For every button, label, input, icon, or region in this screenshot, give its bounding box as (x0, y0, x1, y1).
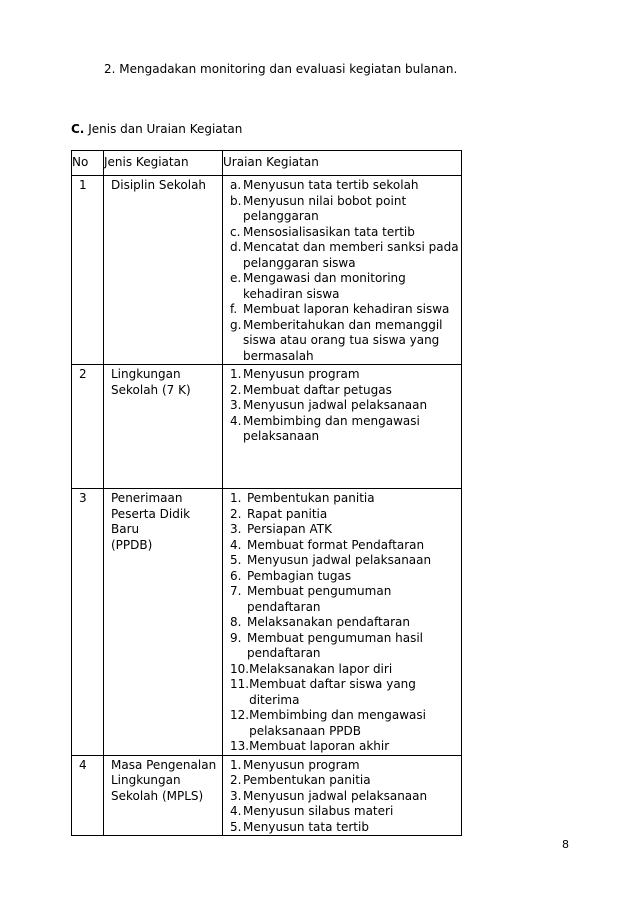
cell-uraian (223, 365, 462, 489)
list-marker: 1. (230, 757, 242, 772)
list-item (230, 820, 461, 836)
table-row (72, 755, 462, 836)
list-text: Menyusun program (243, 367, 360, 381)
uraian-list (230, 178, 461, 364)
jenis-line: Lingkungan (111, 367, 181, 381)
list-marker: d. (230, 240, 242, 254)
table-header-row (72, 151, 462, 176)
section-title: Jenis dan Uraian Kegiatan (88, 122, 243, 136)
header-uraian: Uraian Kegiatan (223, 151, 462, 176)
jenis-line: Peserta Didik Baru (111, 506, 191, 536)
header-jenis: Jenis Kegiatan (104, 151, 223, 176)
list-text: Menyusun jadwal pelaksanaan (243, 398, 428, 412)
uraian-list (230, 758, 461, 836)
list-text: Menyusun silabus materi (243, 804, 394, 818)
list-text: Membuat laporan akhir (249, 739, 390, 753)
table-row (72, 176, 462, 365)
list-text: Persiapan ATK (247, 522, 332, 536)
list-marker: b. (230, 193, 242, 208)
list-text: Membuat pengumuman pendaftaran (247, 584, 392, 614)
cell-no: 2 (72, 365, 104, 489)
list-text: Melaksanakan pendaftaran (247, 615, 410, 629)
section-heading (71, 122, 242, 136)
list-text: Membuat laporan kehadiran siswa (243, 302, 450, 316)
list-text: Menyusun tata tertib (243, 819, 369, 834)
jenis-line: Penerimaan (111, 491, 183, 505)
list-text: Memberitahukan dan memanggil siswa atau orang tua siswa yang bermasalah (243, 317, 443, 363)
list-marker: 1. (230, 367, 242, 381)
list-item (230, 225, 461, 241)
cell-jenis (104, 365, 223, 489)
jenis-line: (PPDB) (111, 537, 153, 552)
list-item (230, 491, 461, 507)
list-item (230, 318, 461, 365)
list-item (230, 507, 461, 523)
list-item (230, 240, 461, 271)
list-text: Melaksanakan lapor diri (249, 661, 393, 676)
list-item (230, 789, 461, 805)
list-text: Rapat panitia (247, 506, 328, 521)
list-text: Menyusun nilai bobot point pelanggaran (243, 193, 407, 223)
uraian-list (230, 367, 461, 445)
list-marker: 12. (230, 708, 250, 722)
jenis-line: Sekolah (MPLS) (111, 788, 204, 803)
list-marker: 10. (230, 661, 250, 676)
list-text: Pembentukan panitia (247, 491, 375, 505)
list-marker: 3. (230, 522, 242, 536)
list-item (230, 178, 461, 194)
list-item (230, 194, 461, 225)
list-marker: 5. (230, 819, 242, 834)
list-item (230, 662, 461, 678)
list-marker: 3. (230, 398, 242, 412)
list-marker: 6. (230, 568, 242, 583)
list-marker: 7. (230, 584, 242, 598)
list-text: Membuat format Pendaftaran (247, 537, 425, 552)
list-item (230, 584, 461, 615)
table-row (72, 489, 462, 756)
list-marker: 13. (230, 739, 250, 753)
cell-jenis (104, 489, 223, 756)
list-item (230, 538, 461, 554)
jenis-line: Lingkungan (111, 773, 181, 787)
list-text: Mencatat dan memberi sanksi pada pelanggaran siswa (243, 240, 459, 270)
cell-jenis (104, 755, 223, 836)
list-marker: g. (230, 317, 242, 332)
cell-no: 4 (72, 755, 104, 836)
intro-line: 2. Mengadakan monitoring dan evaluasi kegiatan bulanan. (104, 62, 458, 76)
list-item (230, 414, 461, 445)
list-item (230, 569, 461, 585)
list-marker: c. (230, 224, 241, 239)
list-text: Pembagian tugas (247, 568, 352, 583)
jenis-line: Masa Pengenalan (111, 757, 217, 772)
list-text: Menyusun jadwal pelaksanaan (243, 788, 428, 803)
cell-uraian (223, 755, 462, 836)
list-text: Pembentukan panitia (243, 773, 371, 787)
list-marker: 4. (230, 537, 242, 552)
list-text: Membimbing dan mengawasi pelaksanaan PPDB (249, 708, 426, 738)
list-item (230, 522, 461, 538)
list-item (230, 739, 461, 755)
list-marker: 3. (230, 788, 242, 803)
list-marker: 8. (230, 615, 242, 629)
list-item (230, 398, 461, 414)
list-marker: 2. (230, 773, 242, 787)
list-item (230, 708, 461, 739)
list-marker: 5. (230, 553, 242, 567)
table-row (72, 365, 462, 489)
cell-uraian (223, 489, 462, 756)
list-marker: a. (230, 178, 242, 192)
list-item (230, 271, 461, 302)
list-text: Mensosialisasikan tata tertib (243, 224, 415, 239)
uraian-list (230, 491, 461, 755)
list-text: Membimbing dan mengawasi pelaksanaan (243, 413, 420, 443)
list-item (230, 773, 461, 789)
list-marker: 1. (230, 491, 242, 505)
jenis-line: Sekolah (7 K) (111, 382, 191, 397)
list-marker: 4. (230, 804, 242, 818)
list-item (230, 302, 461, 318)
list-text: Mengawasi dan monitoring kehadiran siswa (243, 271, 406, 301)
section-letter: C. (71, 122, 85, 136)
list-marker: 9. (230, 630, 242, 645)
jenis-line: Disiplin Sekolah (111, 178, 207, 192)
list-item (230, 631, 461, 662)
cell-uraian (223, 176, 462, 365)
list-marker: 2. (230, 382, 242, 397)
list-text: Membuat daftar siswa yang diterima (249, 677, 416, 707)
list-text: Menyusun program (243, 757, 360, 772)
list-item (230, 804, 461, 820)
cell-no: 1 (72, 176, 104, 365)
list-item (230, 383, 461, 399)
list-marker: 11. (230, 677, 250, 691)
list-text: Menyusun tata tertib sekolah (243, 178, 419, 192)
activity-table (71, 150, 462, 836)
page-number: 8 (562, 838, 569, 851)
list-item (230, 615, 461, 631)
list-item (230, 758, 461, 774)
cell-no: 3 (72, 489, 104, 756)
list-item (230, 553, 461, 569)
cell-jenis (104, 176, 223, 365)
list-marker: 4. (230, 413, 242, 428)
list-text: Membuat daftar petugas (243, 382, 392, 397)
list-marker: f. (230, 302, 238, 316)
list-marker: 2. (230, 506, 242, 521)
header-no: No (72, 151, 104, 176)
list-text: Membuat pengumuman hasil pendaftaran (247, 630, 423, 660)
list-marker: e. (230, 271, 242, 285)
list-text: Menyusun jadwal pelaksanaan (247, 553, 432, 567)
list-item (230, 677, 461, 708)
list-item (230, 367, 461, 383)
